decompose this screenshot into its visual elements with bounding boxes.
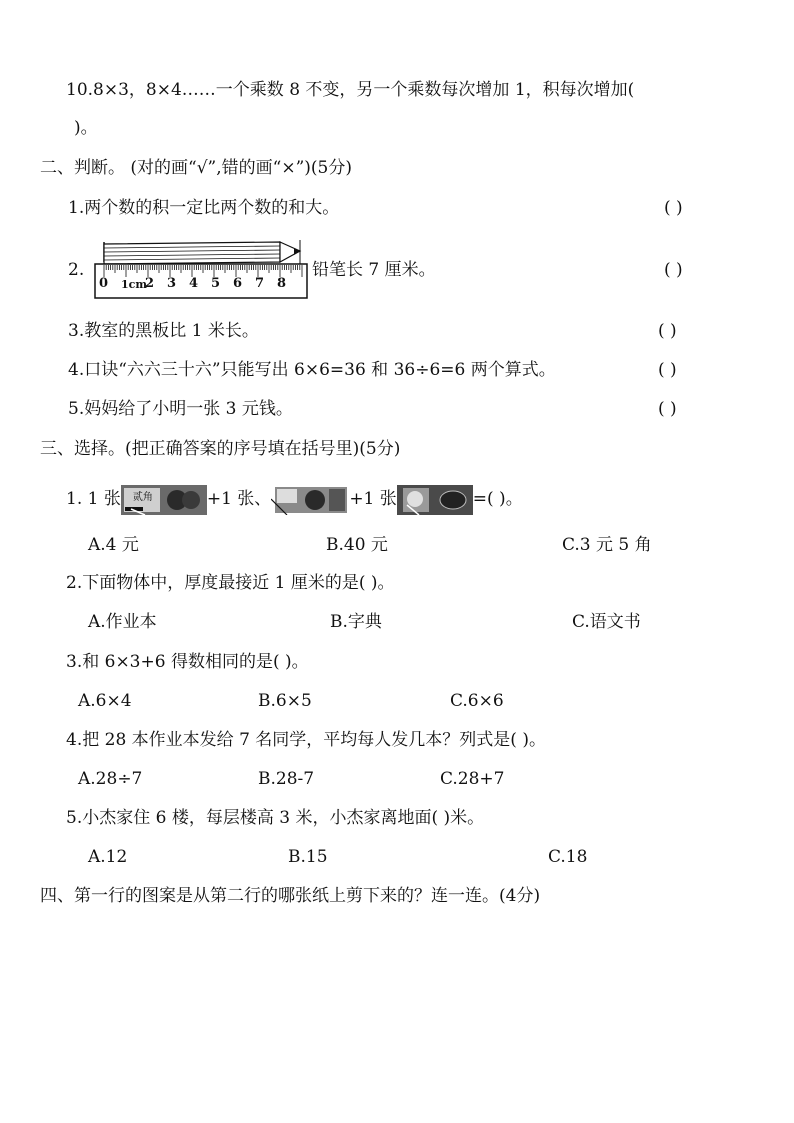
section4-heading: 四、第一行的图案是从第二行的哪张纸上剪下来的？连一连。(4分) (40, 886, 541, 906)
judge-item-2-number: 2. (68, 260, 85, 280)
answer-paren-2[interactable]: ( ) (664, 260, 683, 280)
answer-paren-3[interactable]: ( ) (658, 321, 677, 341)
ruler-label: 6 (233, 276, 243, 291)
ruler-label: 7 (255, 276, 265, 291)
ruler-label: 4 (189, 276, 199, 291)
item-number: 5. (68, 399, 85, 419)
item-text: 口诀“六六三十六”只能写出 6×6=36 和 36÷6=6 两个算式。 (84, 360, 556, 380)
choice-q4: 4.把 28 本作业本发给 7 名同学，平均每人发几本？列式是( )。 (66, 730, 546, 750)
q2-option-b[interactable]: B.字典 (330, 612, 382, 632)
q1-mid1: +1 张、 (206, 489, 272, 509)
item-text: 教室的黑板比 1 米长。 (84, 321, 259, 341)
q10-line2: )。 (74, 118, 98, 138)
judge-item-1 (68, 196, 339, 220)
banknote-1jiao-icon (397, 485, 473, 515)
judge-item-3 (68, 319, 259, 343)
judge-item-5 (68, 397, 293, 421)
q3-option-b[interactable]: B.6×5 (258, 691, 312, 711)
pencil-icon (104, 240, 300, 266)
q4-option-b[interactable]: B.28-7 (258, 769, 315, 789)
q10-line1: 10.8×3，8×4……一个乘数 8 不变，另一个乘数每次增加 1，积每次增加( (66, 80, 635, 100)
item-number: 3. (68, 321, 85, 341)
item-number: 4. (68, 360, 85, 380)
item-text: 妈妈给了小明一张 3 元钱。 (84, 399, 293, 419)
section3-heading: 三、选择。(把正确答案的序号填在括号里)(5分) (40, 439, 401, 459)
ruler-labels (94, 276, 310, 296)
q3-option-a[interactable]: A.6×4 (78, 691, 132, 711)
choice-q3: 3.和 6×3+6 得数相同的是( )。 (66, 652, 309, 672)
q2-option-c[interactable]: C.语文书 (572, 612, 641, 632)
q1-option-c[interactable]: C.3 元 5 角 (562, 535, 652, 555)
q2-option-a[interactable]: A.作业本 (88, 612, 157, 632)
ruler-pencil-figure (94, 236, 310, 300)
q4-option-c[interactable]: C.28+7 (440, 769, 505, 789)
answer-paren-4[interactable]: ( ) (658, 360, 677, 380)
q5-option-a[interactable]: A.12 (88, 847, 128, 867)
ruler-label: 2 (145, 276, 155, 291)
choice-q1 (66, 484, 523, 515)
banknote-1yuan-icon (271, 485, 349, 515)
answer-paren-1[interactable]: ( ) (664, 198, 683, 218)
q5-option-b[interactable]: B.15 (288, 847, 328, 867)
ruler-label: 3 (167, 276, 177, 291)
answer-paren-5[interactable]: ( ) (658, 399, 677, 419)
q1-suffix: =( )。 (472, 489, 523, 509)
ruler-label: 0 (99, 276, 109, 291)
q1-option-a[interactable]: A.4 元 (88, 535, 139, 555)
banknote-2jiao-icon (121, 485, 207, 515)
item-number: 1. (68, 198, 85, 218)
q1-prefix: 1. 1 张 (66, 489, 121, 509)
item-text: 两个数的积一定比两个数的和大。 (84, 198, 340, 218)
section2-heading: 二、判断。 (对的画“√”,错的画“×”)(5分) (40, 158, 352, 178)
ruler-label: 1cm (121, 278, 147, 291)
judge-item-4 (68, 358, 556, 382)
q1-option-b[interactable]: B.40 元 (326, 535, 388, 555)
judge-item-2-text: 铅笔长 7 厘米。 (312, 260, 436, 280)
ruler-label: 8 (277, 276, 287, 291)
q3-option-c[interactable]: C.6×6 (450, 691, 504, 711)
choice-q5: 5.小杰家住 6 楼，每层楼高 3 米，小杰家离地面( )米。 (66, 808, 485, 828)
ruler-label: 5 (211, 276, 221, 291)
q1-mid2: +1 张 (349, 489, 397, 509)
q4-option-a[interactable]: A.28÷7 (78, 769, 143, 789)
banknote-label: 贰角 (132, 491, 153, 503)
q5-option-c[interactable]: C.18 (548, 847, 588, 867)
choice-q2: 2.下面物体中，厚度最接近 1 厘米的是( )。 (66, 573, 395, 593)
